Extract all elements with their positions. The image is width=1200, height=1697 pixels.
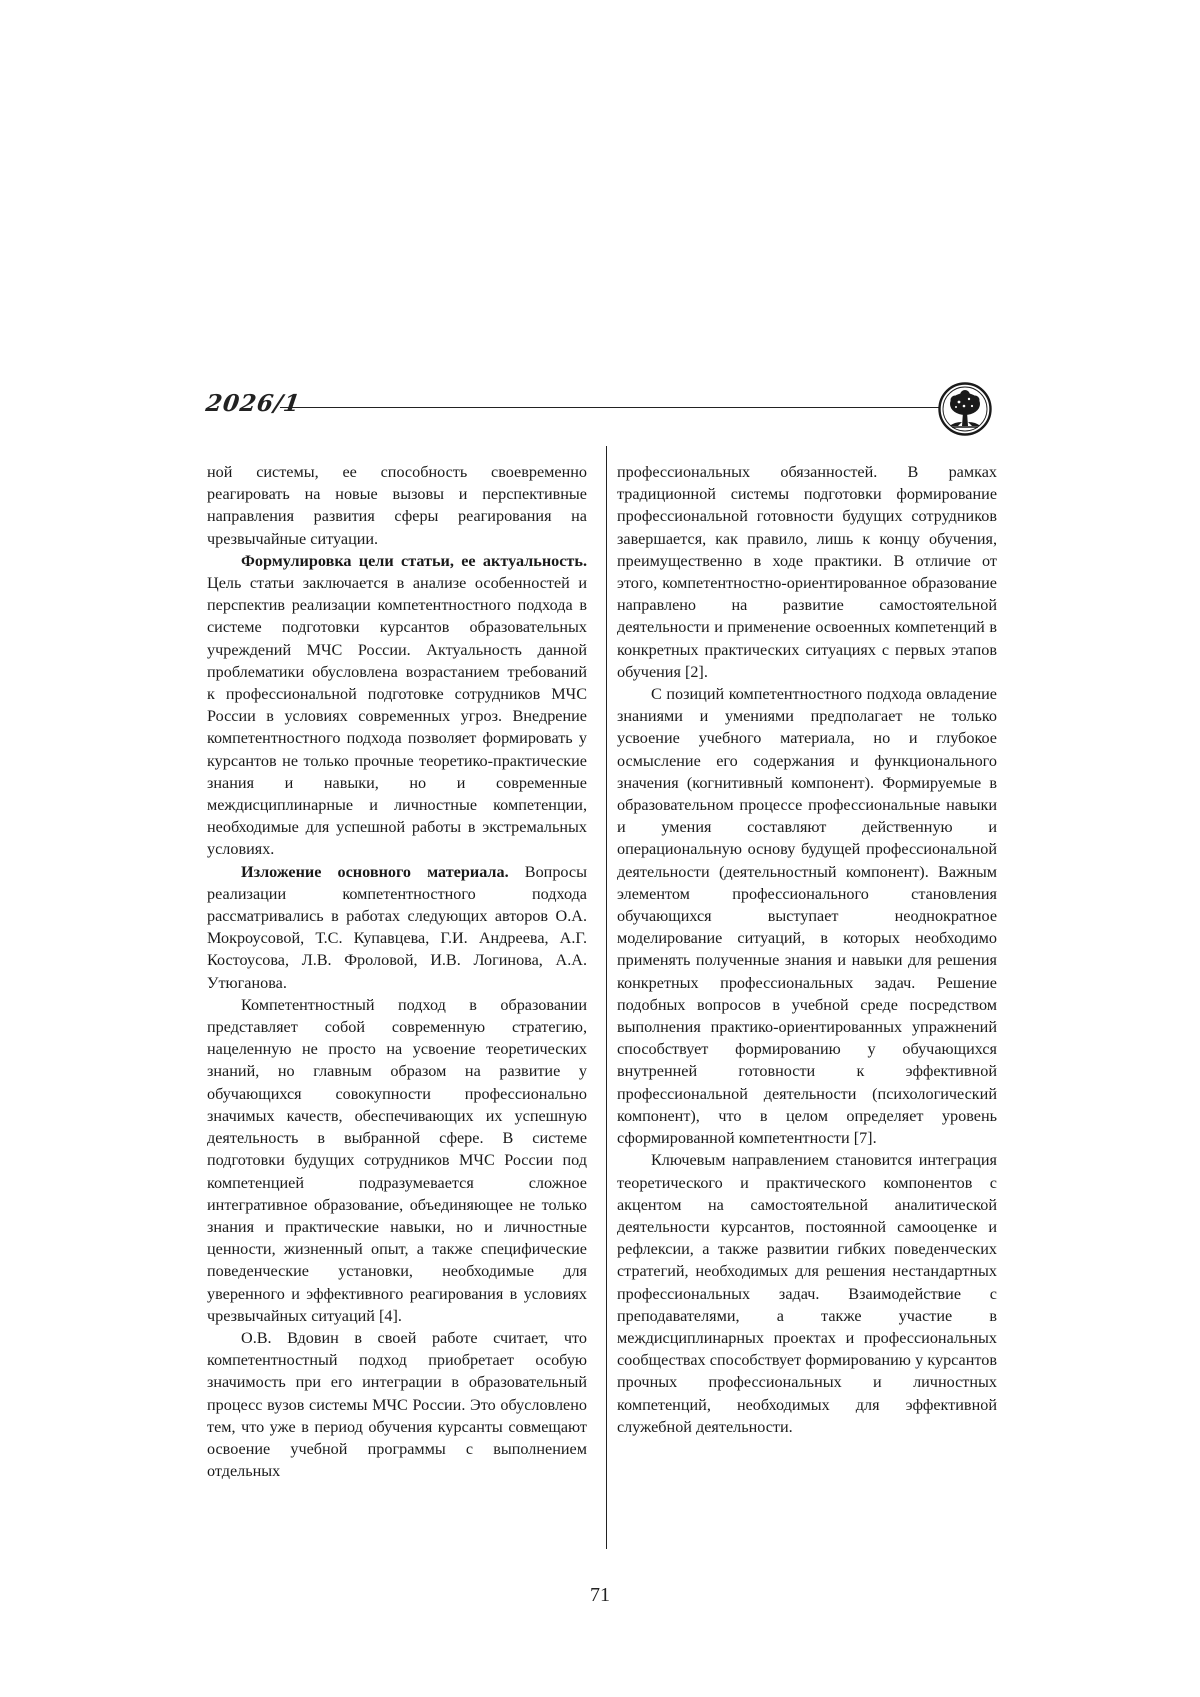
running-header (206, 382, 994, 442)
paragraph: Компетентностный подход в образовании представляет собой современную стратегию, нацеленную не просто на усвоение теоретических знаний, но главным образом на развитие у обучающихся совокупности профессионально значимых качеств, обеспечивающих их успешную деятельность в выбранной сфере. В системе подготовки будущих сотрудников МЧС России под компетенцией подразумевается сложное интегративное образование, объединяющее не только знания и практические навыки, но и личностные ценности, жизненный опыт, а также специфические поведенческие установки, необходимые для уверенного и эффективного реагирования в условиях чрезвычайных ситуаций [4]. (207, 995, 587, 1325)
paragraph: Ключевым направлением становится интеграция теоретического и практического компонентов с акцентом на самостоятельной аналитической деятельности курсантов, постоянной самооценке и рефлексии, а также развитии гибких поведенческих стратегий, необходимых для решения нестандартных профессиональных задач. Взаимодействие с преподавателями, а также участие в междисциплинарных проектах и профессиональных сообществах способствует формированию у курсантов прочных профессиональных и личностных компетенций, необходимых для эффективной служебной деятельности. (617, 1151, 997, 1436)
section-heading: Формулировка цели статьи, ее актуальность. (241, 551, 587, 570)
journal-issue: 2026/1 (204, 390, 303, 417)
paragraph (207, 861, 587, 994)
right-column (617, 461, 997, 1438)
tree-emblem-icon (938, 382, 992, 436)
left-column (207, 461, 587, 1482)
paragraph: С позиций компетентностного подхода овладение знаниями и умениями предполагает не только усвоение учебного материала, но и глубокое осмысление его содержания и функционального значения (когнитивный компонент). Формируемые в образовательном процессе профессиональные навыки и умения составляют действенную и операциональную основу будущей профессиональной деятельности (деятельностный компонент). Важным элементом профессионального становления обучающихся выступает неоднократное моделирование ситуаций, в которых необходимо применять полученные знания и навыки для решения конкретных профессиональных задач. Решение подобных вопросов в учебной среде посредством выполнения практико-ориентированных упражнений способствует формированию у обучающихся внутренней готовности к эффективной профессиональной деятельности (психологический компонент), что в целом определяет уровень сформированной компетентности [7]. (617, 685, 997, 1148)
page-number: 71 (590, 1584, 610, 1606)
header-rule (280, 407, 940, 408)
paragraph: О.В. Вдовин в своей работе считает, что компетентностный подход приобретает особую значимость при его интеграции в образовательный процесс вузов системы МЧС России. Это обусловлено тем, что уже в период обучения курсанты совмещают освоение учебной программы с выполнением отдельных (207, 1328, 587, 1481)
paragraph-text: Вопросы реализации компетентностного подхода рассматривались в работах следующих авторов О.А. Мокроусовой, Т.С. Купавцева, Г.И. Андреева, А.Г. Костоусова, Л.В. Фроловой, И.В. Логинова, А.А. Утюганова. (207, 862, 587, 992)
paragraph: ной системы, ее способность своевременно реагировать на новые вызовы и перспективные направления развития сферы реагирования на чрезвычайные ситуации. (207, 463, 587, 548)
paragraph (207, 550, 587, 861)
paragraph: профессиональных обязанностей. В рамках традиционной системы подготовки формирование профессиональной готовности будущих сотрудников завершается, как правило, лишь к концу обучения, преимущественно в ходе практики. В отличие от этого, компетентностно-ориентированное образование направлено на развитие самостоятельной деятельности и применение освоенных компетенций в конкретных практических ситуациях с первых этапов обучения [2]. (617, 463, 997, 681)
paragraph-text: Цель статьи заключается в анализе особенностей и перспектив реализации компетентностного подхода в системе подготовки курсантов образовательных учреждений МЧС России. Актуальность данной проблематики обусловлена возрастанием требований к профессиональной подготовке сотрудников МЧС России в условиях современных угроз. Внедрение компетентностного подхода позволяет формировать у курсантов не только прочные теоретико-практические знания и навыки, но и современные междисциплинарные и личностные компетенции, необходимые для успешной работы в экстремальных условиях. (207, 574, 587, 859)
column-divider (606, 446, 607, 1549)
section-heading: Изложение основного материала. (241, 862, 509, 881)
